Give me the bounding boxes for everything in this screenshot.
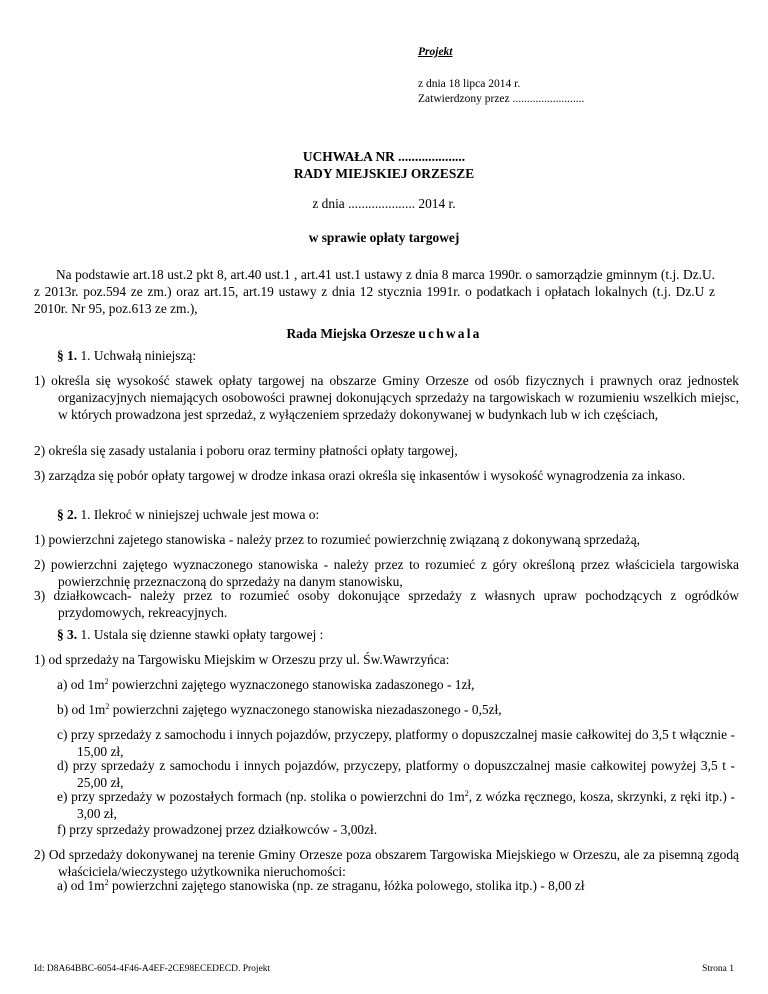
resolves-prefix: Rada Miejska Orzesze	[286, 326, 419, 341]
rate-d: d) przy sprzedaży z samochodu i innych pojazdów, przyczepy, platformy o dopuszczalnej masie całkowitej powyżej 3,5 t - 25,00 zł,	[57, 758, 735, 790]
section-2-item-2: 2) powierzchni zajętego wyznaczonego stanowiska - należy przez to rozumieć z góry określoną przez właściciela targowiska powierzchnię przeznaczoną do sprzedaży na danym stanowisku,	[34, 557, 739, 589]
rate-e	[57, 788, 735, 822]
page-number: Strona 1	[702, 964, 734, 974]
section-2-intro	[57, 506, 319, 523]
document-id: Id: D8A64BBC-6054-4F46-A4EF-2CE98ECEDECD. Projekt	[34, 964, 271, 974]
section-1-item-3: 3) zarządza się pobór opłaty targowej w drodze inkasa orazi określa się inkasentów i wysokość wynagrodzenia za inkaso.	[34, 468, 686, 483]
section-1-item-2: 2) określa się zasady ustalania i poboru oraz terminy płatności opłaty targowej,	[34, 443, 458, 458]
resolves-line	[0, 325, 768, 342]
section-2-number: § 2.	[57, 507, 78, 522]
rate-e-post: , z wózka ręcznego, kosza, skrzynki, z ręki itp.) - 3,00 zł,	[77, 789, 736, 821]
section-3-text: 1. Ustala się dzienne stawki opłaty targowej :	[77, 627, 324, 642]
resolves-word: uchwala	[418, 326, 482, 341]
section-3-point-2: 2) Od sprzedaży dokonywanej na terenie Gminy Orzesze poza obszarem Targowiska Miejskiego w Orzeszu, ale za pisemną zgodą właściciela/wieczystego użytkownika nieruchomości:	[34, 847, 739, 879]
draft-date: z dnia 18 lipca 2014 r.	[418, 78, 521, 90]
resolution-subject: w sprawie opłaty targowej	[308, 230, 460, 245]
section-1-item-1: 1) określa się wysokość stawek opłaty targowej na obszarze Gminy Orzesze od osób fizycznych i prawnych oraz jednostek organizacyjnych niemających osobowości prawnej dokonujących sprzedaży na targowiskach w rozumieniu wszelkich miejsc, w których prowadzona jest sprzedaż, z wyłączeniem sprzedaży dokonywanej w budynkach lub w ich częściach,	[34, 373, 739, 422]
resolution-number: UCHWAŁA NR ....................	[302, 149, 466, 164]
approved-by: Zatwierdzony przez .........................	[418, 93, 585, 105]
preamble: Na podstawie art.18 ust.2 pkt 8, art.40 ust.1 , art.41 ust.1 ustawy z dnia 8 marca 1990r. o samorządzie gminnym (t.j. Dz.U. z 2013r. poz.594 ze zm.) oraz art.15, art.19 ustawy z dnia 12 stycznia 1991r. o podatkach i opłatach lokalnych (t.j. Dz.U z 2010r. Nr 95, poz.613 ze zm.),	[34, 267, 715, 316]
section-2-item-1: 1) powierzchni zajetego stanowiska - należy przez to rozumieć powierzchnię związaną z dokonywaną sprzedażą,	[34, 532, 641, 547]
rate-e-pre: e) przy sprzedaży w pozostałych formach (np. stolika o powierzchni do 1m	[57, 789, 465, 804]
rate-outside-a-post: powierzchni zajętego stanowiska (np. ze straganu, łóżka polowego, stolika itp.) - 8,00 zł	[108, 878, 585, 893]
section-1-number: § 1.	[57, 348, 78, 363]
section-2-text: 1. Ilekroć w niniejszej uchwale jest mowa o:	[77, 507, 320, 522]
rate-a-sup: 2	[104, 677, 109, 686]
rate-b	[57, 701, 502, 718]
rate-e-sup: 2	[464, 789, 469, 798]
projekt-label: Projekt	[418, 46, 453, 58]
section-3-point-1: 1) od sprzedaży na Targowisku Miejskim w Orzeszu przy ul. Św.Wawrzyńca:	[34, 652, 450, 667]
section-3-intro	[57, 626, 323, 643]
rate-a-pre: a) od 1m	[57, 677, 105, 692]
section-2-item-3: 3) działkowcach- należy przez to rozumieć osoby dokonujące sprzedaży z własnych upraw pochodzących z ogródków przydomowych, rekreacyjnych.	[34, 588, 739, 620]
rate-outside-a	[57, 877, 585, 894]
section-1-intro	[57, 347, 196, 364]
rate-a-post: powierzchni zajętego wyznaczonego stanowiska zadaszonego - 1zł,	[108, 677, 475, 692]
rate-c: c) przy sprzedaży z samochodu i innych pojazdów, przyczepy, platformy o dopuszczalnej masie całkowitej do 3,5 t włącznie - 15,00 zł,	[57, 727, 735, 759]
section-3-number: § 3.	[57, 627, 78, 642]
council-name: RADY MIEJSKIEJ ORZESZE	[293, 166, 475, 181]
rate-b-sup: 2	[105, 702, 110, 711]
resolution-date: z dnia .................... 2014 r.	[312, 196, 456, 211]
rate-b-post: powierzchni zajętego wyznaczonego stanowiska niezadaszonego - 0,5zł,	[109, 702, 502, 717]
rate-outside-a-pre: a) od 1m	[57, 878, 105, 893]
section-1-text: 1. Uchwałą niniejszą:	[77, 348, 197, 363]
rate-a	[57, 676, 474, 693]
rate-b-pre: b) od 1m	[57, 702, 106, 717]
rate-outside-a-sup: 2	[104, 878, 109, 887]
rate-f: f) przy sprzedaży prowadzonej przez działkowców - 3,00zł.	[57, 822, 378, 837]
